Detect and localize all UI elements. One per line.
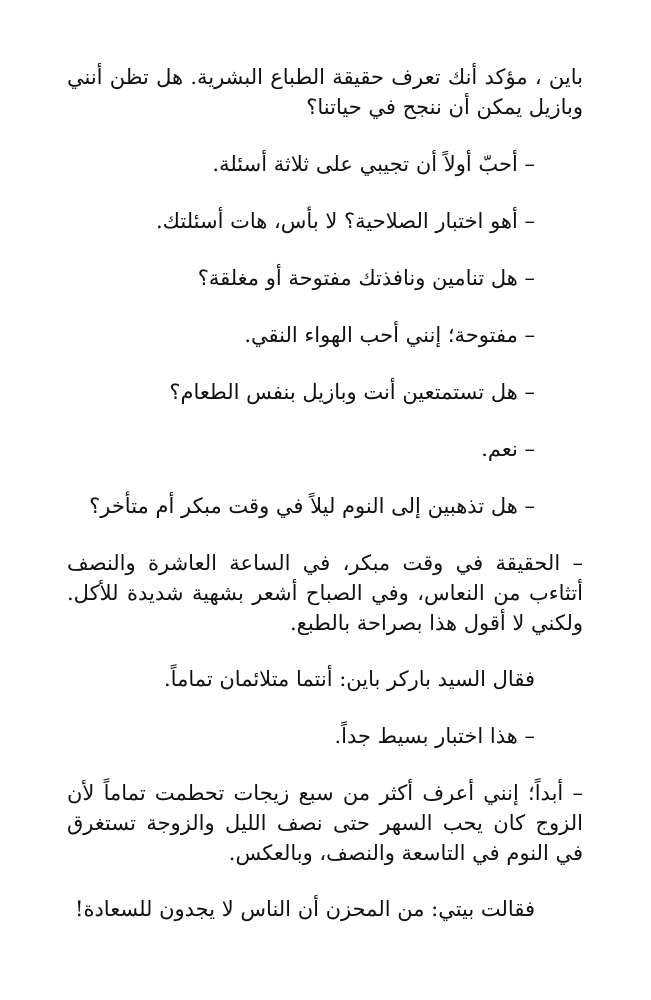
document-page bbox=[67, 62, 583, 951]
paragraph-7: – نعم. bbox=[481, 437, 535, 461]
paragraph-1: باين ، مؤكد أنك تعرف حقيقة الطباع البشرية. هل تظن أنني وبازيل يمكن أن ننجح في حياتنا؟ bbox=[67, 65, 583, 119]
paragraph-9: – الحقيقة في وقت مبكر، في الساعة العاشرة والنصف أتثاءب من النعاس، وفي الصباح أشعر بشهية شديدة للأكل. ولكني لا أقول هذا بصراحة بالطبع. bbox=[67, 551, 583, 635]
paragraph-2: – أحبّ أولاً أن تجيبي على ثلاثة أسئلة. bbox=[212, 152, 535, 176]
paragraph-8: – هل تذهبين إلى النوم ليلاً في وقت مبكر أم متأخر؟ bbox=[89, 494, 535, 518]
paragraph-5: – مفتوحة؛ إنني أحب الهواء النقي. bbox=[244, 323, 535, 347]
paragraph-10: فقال السيد باركر باين: أنتما متلائمان تماماً. bbox=[164, 667, 535, 691]
paragraph-11: – هذا اختبار بسيط جداً. bbox=[334, 724, 535, 748]
paragraph-13: فقالت بيتي: من المحزن أن الناس لا يجدون للسعادة! bbox=[75, 897, 535, 921]
paragraph-6: – هل تستمتعين أنت وبازيل بنفس الطعام؟ bbox=[169, 380, 535, 404]
paragraph-12: – أبداً؛ إنني أعرف أكثر من سبع زيجات تحطمت تماماً لأن الزوج كان يحب السهر حتى نصف الليل والزوجة تستغرق في النوم في التاسعة والنصف، وبالعكس. bbox=[67, 781, 583, 865]
paragraph-4: – هل تنامين ونافذتك مفتوحة أو مغلقة؟ bbox=[197, 266, 535, 290]
paragraph-3: – أهو اختبار الصلاحية؟ لا بأس، هات أسئلتك. bbox=[155, 209, 535, 233]
